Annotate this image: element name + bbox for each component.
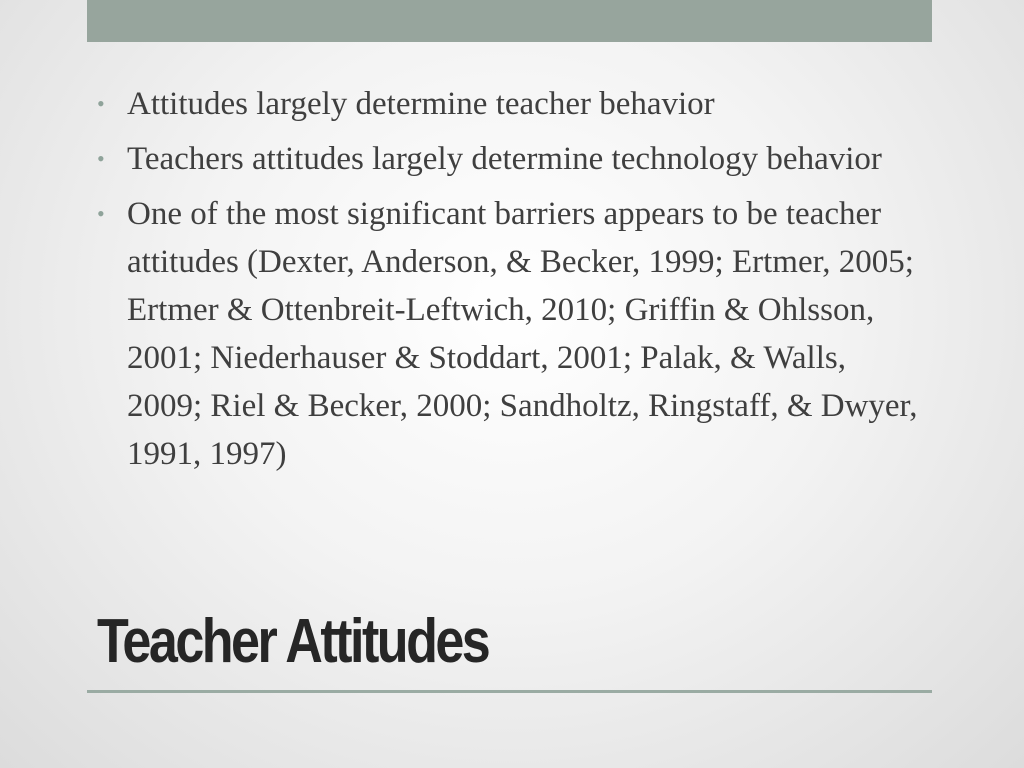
bullet-dot-icon: • [97, 201, 105, 226]
slide-title: Teacher Attitudes [97, 607, 489, 676]
bullet-text: One of the most significant barriers appears to be teacher attitudes (Dexter, Anderson, & Becker, 1999; Ertmer, 2005; Ertmer & Ottenbreit-Leftwich, 2010; Griffin & Ohlsson, 2001; Niederhauser & Stoddart, 2001; Palak, & Walls, 2009; Riel & Becker, 2000; Sandholtz, Ringstaff, & Dwyer, 1991, 1997) [127, 196, 918, 472]
bullet-dot-icon: • [97, 91, 105, 116]
bullet-item [95, 190, 925, 478]
bullet-text: Attitudes largely determine teacher behavior [127, 86, 715, 122]
bullet-dot-icon: • [97, 146, 105, 171]
top-accent-bar [87, 0, 932, 42]
bullet-text: Teachers attitudes largely determine technology behavior [127, 141, 882, 177]
bullet-item [95, 135, 925, 183]
title-underline-divider [87, 690, 932, 693]
bullet-list [95, 80, 925, 485]
bullet-item [95, 80, 925, 128]
